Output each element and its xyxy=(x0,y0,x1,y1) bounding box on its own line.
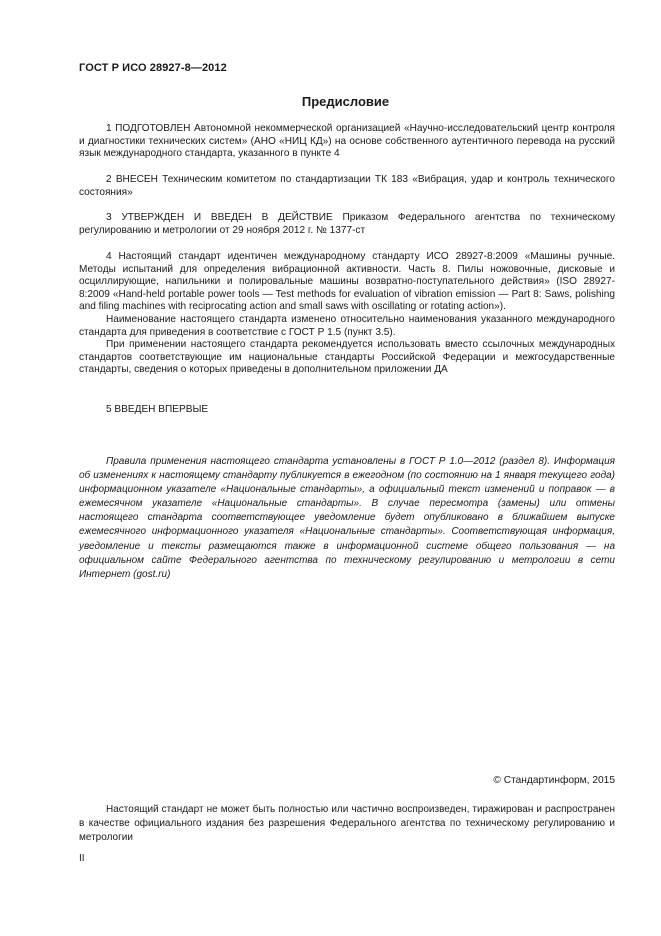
preface-item-3 xyxy=(79,212,615,237)
preface-item-2 xyxy=(79,174,615,199)
preface-item-4-name-note: Наименование настоящего стандарта изменено относительно наименования указанного международного стандарта для приведения в соответствие с ГОСТ Р 1.5 (пункт 3.5). xyxy=(79,313,615,338)
page-title: Предисловие xyxy=(301,94,390,109)
preface-item-3-text: 3 УТВЕРЖДЕН И ВВЕДЕН В ДЕЙСТВИЕ Приказом Федерального агентства по техническому регулированию и метрологии от 29 ноября 2012 г. № 1377-ст xyxy=(79,212,615,236)
preface-item-5 xyxy=(79,404,615,417)
preface-item-1-text: 1 ПОДГОТОВЛЕН Автономной некоммерческой организацией «Научно-исследовательский центр контроля и диагностики технических систем» (АНО «НИЦ КД») на основе собственного аутентичного перевода на русский язык международного стандарта, указанного в пункте 4 xyxy=(79,123,615,160)
preface-item-5-text: 5 ВВЕДЕН ВПЕРВЫЕ xyxy=(106,404,209,415)
preface-item-4-refs-note: При применении настоящего стандарта рекомендуется использовать вместо ссылочных международных стандартов соответствующие им национальные стандарты Российской Федерации и межгосударственные стандарты, сведения о которых приведены в дополнительном приложении ДА xyxy=(79,339,615,376)
application-rules-notice: Правила применения настоящего стандарта установлены в ГОСТ Р 1.0—2012 (раздел 8). Информация об изменениях к настоящему стандарту публикуется в ежегодном (по состоянию на 1 января текущего года) информационном указателе «Национальные стандарты», а официальный текст изменений и поправок — в ежемесячном указателе «Национальные стандарты». В случае пересмотра (замены) или отмены настоящего стандарта соответствующее уведомление будет опубликовано в ближайшем выпуске ежемесячного информационного указателя «Национальные стандарты». Соответствующая информация, уведомление и тексты размещаются также в информационной системе общего пользования — на официальном сайте Федерального агентства по техническому регулированию и метрологии в сети Интернет (gost.ru) xyxy=(79,456,615,580)
preface-item-4 xyxy=(79,251,615,377)
preface-item-1 xyxy=(79,123,615,161)
document-header: ГОСТ Р ИСО 28927-8—2012 xyxy=(79,62,227,74)
copyright: © Стандартинформ, 2015 xyxy=(493,775,615,786)
page-number: II xyxy=(79,853,85,864)
preface-item-2-text: 2 ВНЕСЕН Техническим комитетом по стандартизации ТК 183 «Вибрация, удар и контроль технического состояния» xyxy=(79,174,615,198)
reproduction-notice: Настоящий стандарт не может быть полностью или частично воспроизведен, тиражирован и распространен в качестве официального издания без разрешения Федерального агентства по техническому регулированию и метрологии xyxy=(79,804,615,843)
preface-item-4-text: 4 Настоящий стандарт идентичен международному стандарту ИСО 28927-8:2009 «Машины ручные. Методы испытаний для определения вибрационной активности. Часть 8. Пилы ножовочные, дисковые и осциллирующие, напильники и полировальные машины возвратно-поступательного действия» (ISO 28927-8:2009 «Hand-held portable power tools — Test methods for evaluation of vibration emission — Part 8: Saws, polishing and filing machines with reciprocating action and small saws with oscillating or rotating action»). xyxy=(79,251,615,313)
